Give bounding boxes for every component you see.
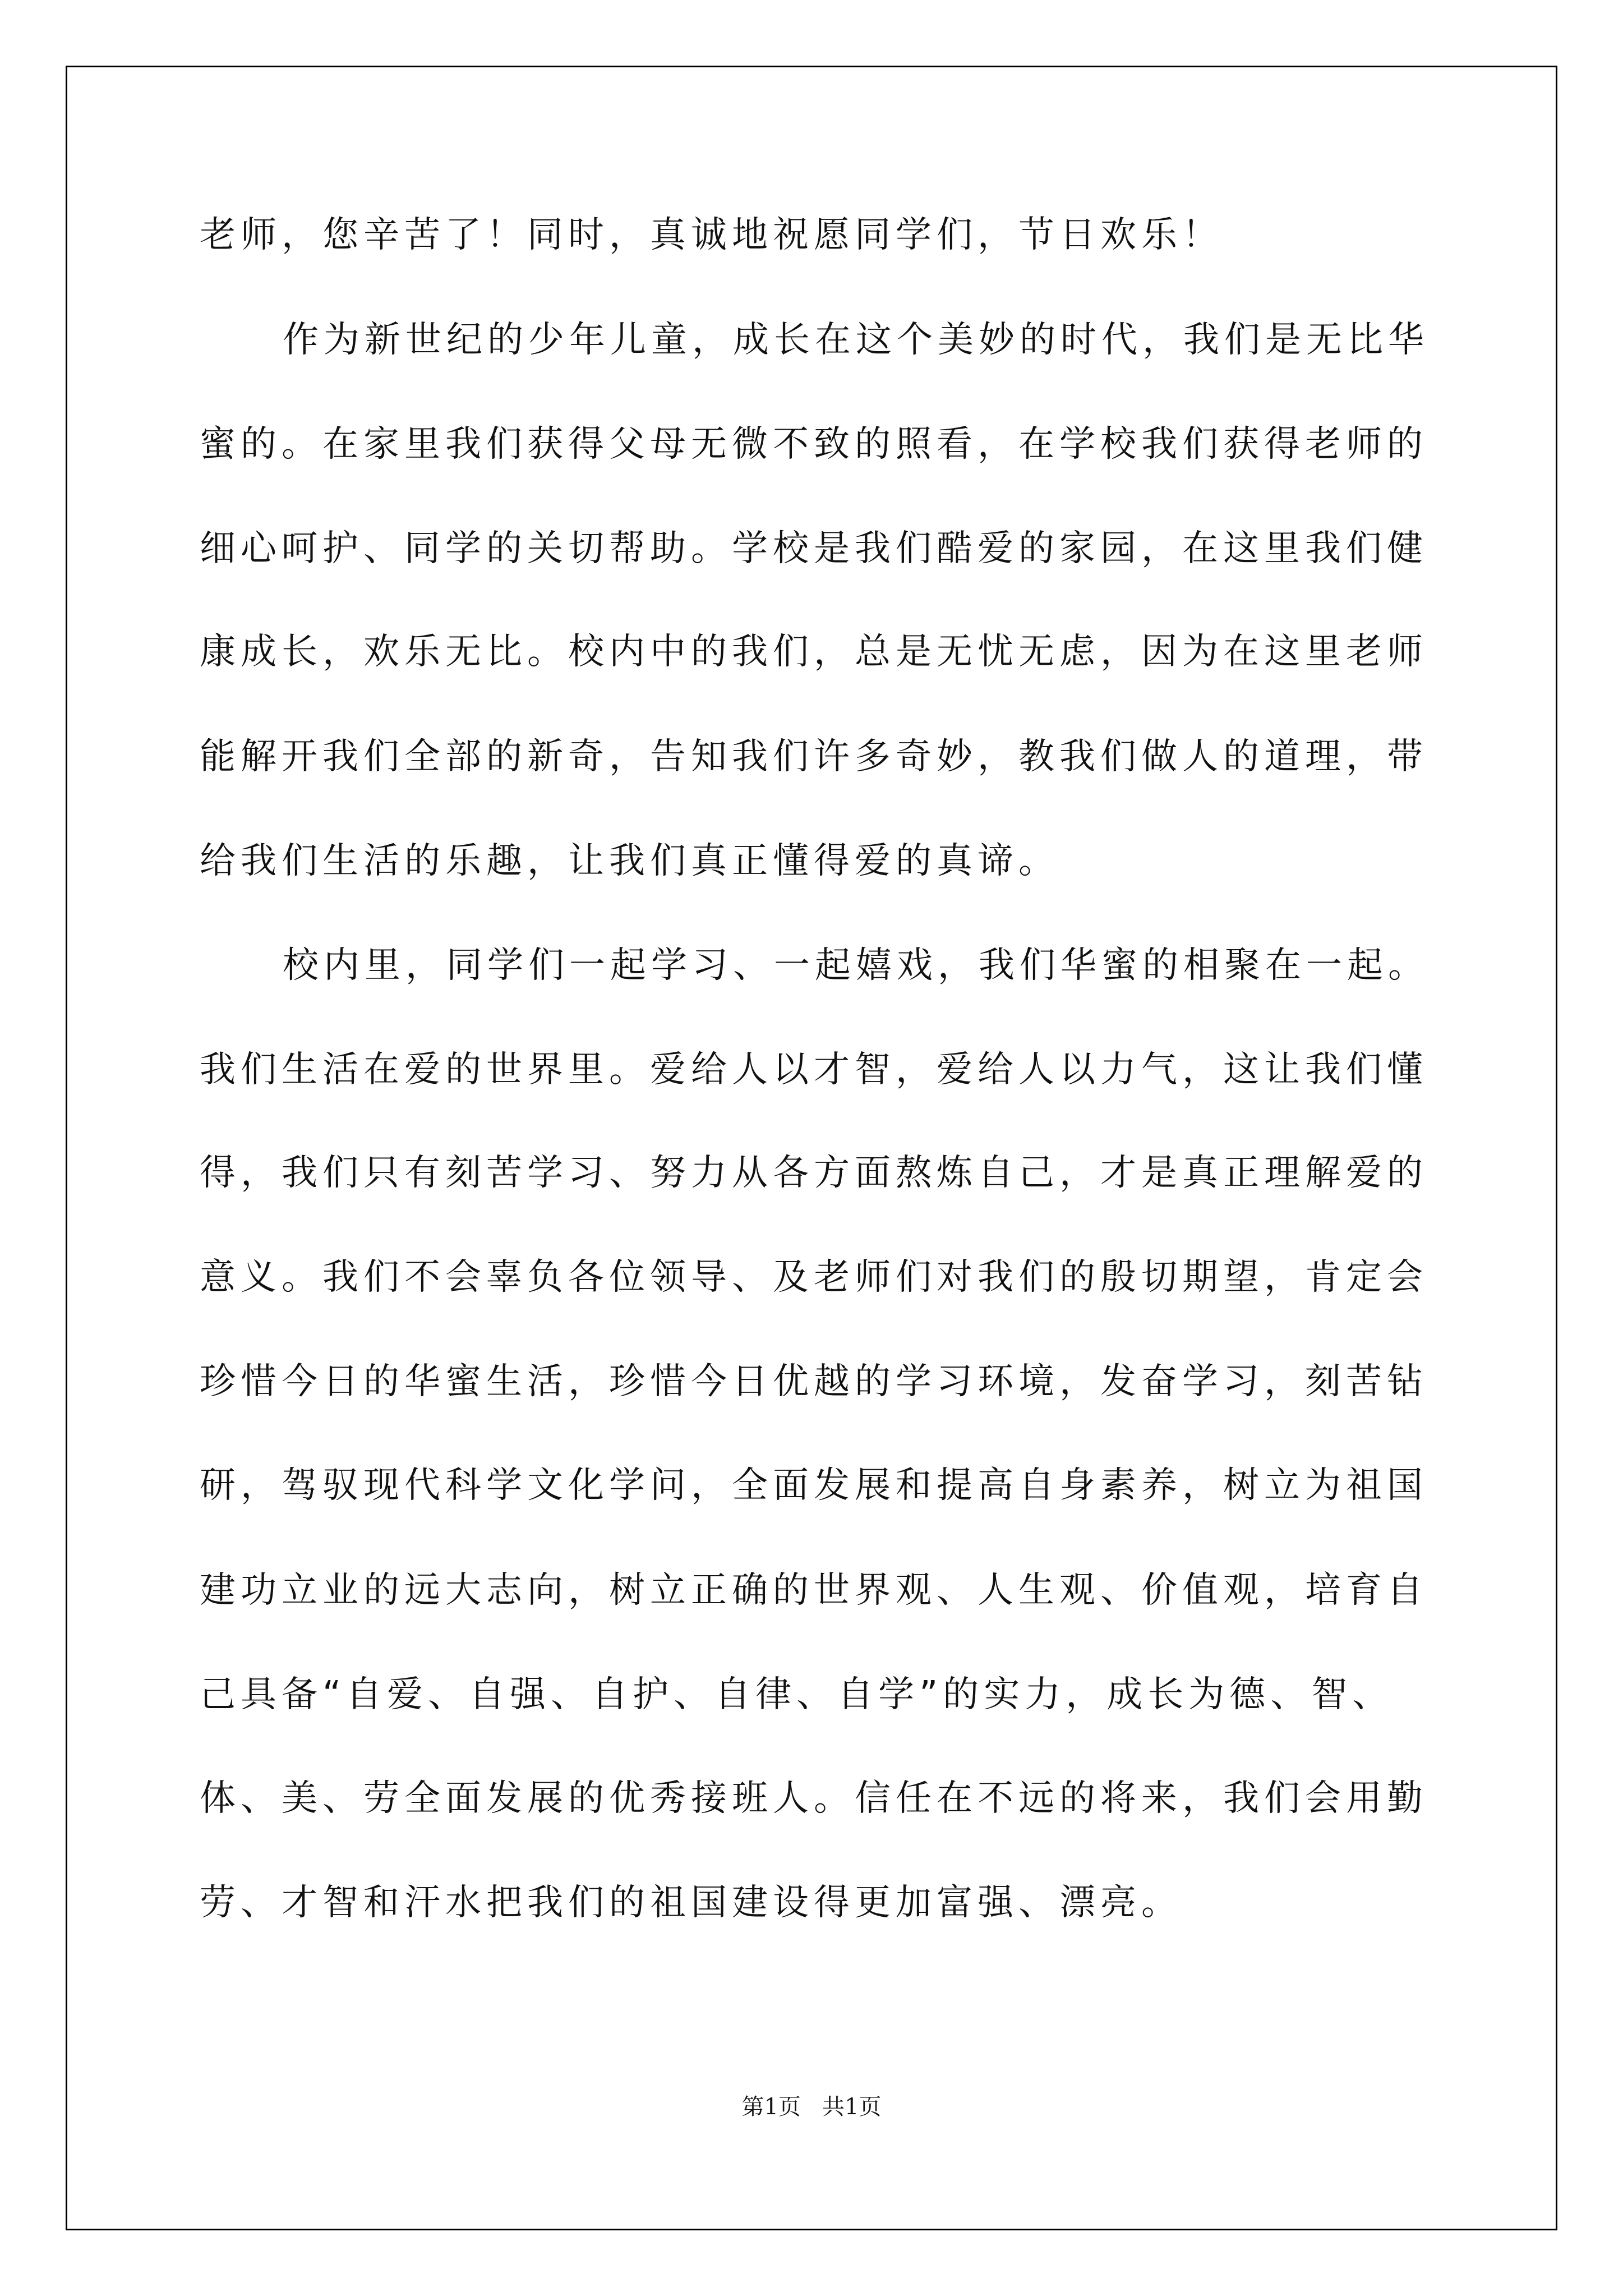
text-line: 康成长，欢乐无比。校内中的我们，总是无忧无虑，因为在这里老师: [200, 631, 1428, 673]
paragraph-start-line: 作为新世纪的少年儿童，成长在这个美妙的时代，我们是无比华: [283, 319, 1429, 361]
text-line: 给我们生活的乐趣，让我们真正懂得爱的真谛。: [200, 840, 1059, 882]
text-line: 珍惜今日的华蜜生活，珍惜今日优越的学习环境，发奋学习，刻苦钻: [200, 1361, 1428, 1402]
text-line: 细心呵护、同学的关切帮助。学校是我们酷爱的家园，在这里我们健: [200, 528, 1428, 569]
text-line: 己具备“自爱、自强、自护、自律、自学”的实力，成长为德、智、: [200, 1674, 1394, 1715]
paragraph-start-line: 校内里，同学们一起学习、一起嬉戏，我们华蜜的相聚在一起。: [283, 945, 1429, 986]
page-number-footer: 第1页 共1页: [741, 2094, 882, 2120]
text-line: 老师，您辛苦了！同时，真诚地祝愿同学们，节日欢乐！: [200, 214, 1223, 256]
text-line: 能解开我们全部的新奇，告知我们许多奇妙，教我们做人的道理，带: [200, 736, 1428, 777]
text-line: 体、美、劳全面发展的优秀接班人。信任在不远的将来，我们会用勤: [200, 1778, 1428, 1819]
text-line: 建功立业的远大志向，树立正确的世界观、人生观、价值观，培育自: [200, 1570, 1428, 1611]
text-line: 研，驾驭现代科学文化学问，全面发展和提高自身素养，树立为祖国: [200, 1465, 1428, 1506]
text-line: 得，我们只有刻苦学习、努力从各方面熬炼自己，才是真正理解爱的: [200, 1152, 1428, 1194]
text-line: 蜜的。在家里我们获得父母无微不致的照看，在学校我们获得老师的: [200, 424, 1428, 465]
text-line: 意义。我们不会辜负各位领导、及老师们对我们的殷切期望，肯定会: [200, 1257, 1428, 1298]
text-line: 我们生活在爱的世界里。爱给人以才智，爱给人以力气，这让我们懂: [200, 1049, 1428, 1091]
text-line: 劳、才智和汗水把我们的祖国建设得更加富强、漂亮。: [200, 1882, 1182, 1924]
